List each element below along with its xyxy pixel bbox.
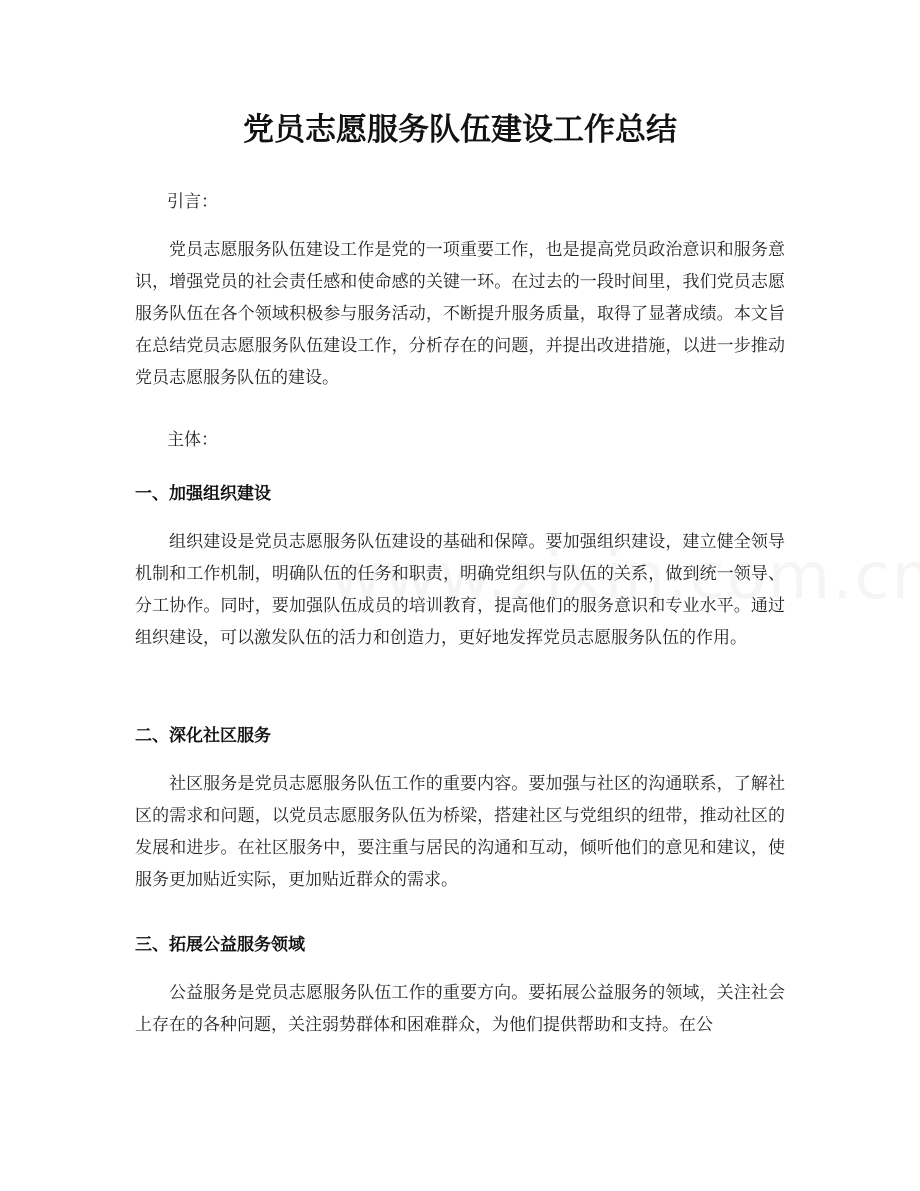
section-heading-3: 三、拓展公益服务领域 bbox=[135, 935, 305, 955]
section-paragraph-2: 社区服务是党员志愿服务队伍工作的重要内容。要加强与社区的沟通联系，了解社区的需求和问题，以党员志愿服务队伍为桥梁，搭建社区与党组织的纽带，推动社区的发展和进步。在社区服务中，要注重与居民的沟通和互动，倾听他们的意见和建议，使服务更加贴近实际，更加贴近群众的需求。 bbox=[135, 774, 785, 890]
section-paragraph-3: 公益服务是党员志愿服务队伍工作的重要方向。要拓展公益服务的领域，关注社会上存在的各种问题，关注弱势群体和困难群众，为他们提供帮助和支持。在公 bbox=[135, 983, 785, 1035]
intro-paragraph: 党员志愿服务队伍建设工作是党的一项重要工作，也是提高党员政治意识和服务意识，增强党员的社会责任感和使命感的关键一环。在过去的一段时间里，我们党员志愿服务队伍在各个领域积极参与服务活动，不断提升服务质量，取得了显著成绩。本文旨在总结党员志愿服务队伍建设工作，分析存在的问题，并提出改进措施，以进一步推动党员志愿服务队伍的建设。 bbox=[135, 240, 785, 388]
intro-label: 引言： bbox=[167, 192, 218, 212]
body-label: 主体： bbox=[167, 430, 218, 450]
section-paragraph-1: 组织建设是党员志愿服务队伍建设的基础和保障。要加强组织建设，建立健全领导机制和工作机制，明确队伍的任务和职责，明确党组织与队伍的关系，做到统一领导、分工协作。同时，要加强队伍成员的培训教育，提高他们的服务意识和专业水平。通过组织建设，可以激发队伍的活力和创造力，更好地发挥党员志愿服务队伍的作用。 bbox=[135, 532, 785, 648]
section-heading-2: 二、深化社区服务 bbox=[135, 726, 271, 746]
document-title: 党员志愿服务队伍建设工作总结 bbox=[243, 112, 677, 148]
section-heading-1: 一、加强组织建设 bbox=[135, 484, 271, 504]
